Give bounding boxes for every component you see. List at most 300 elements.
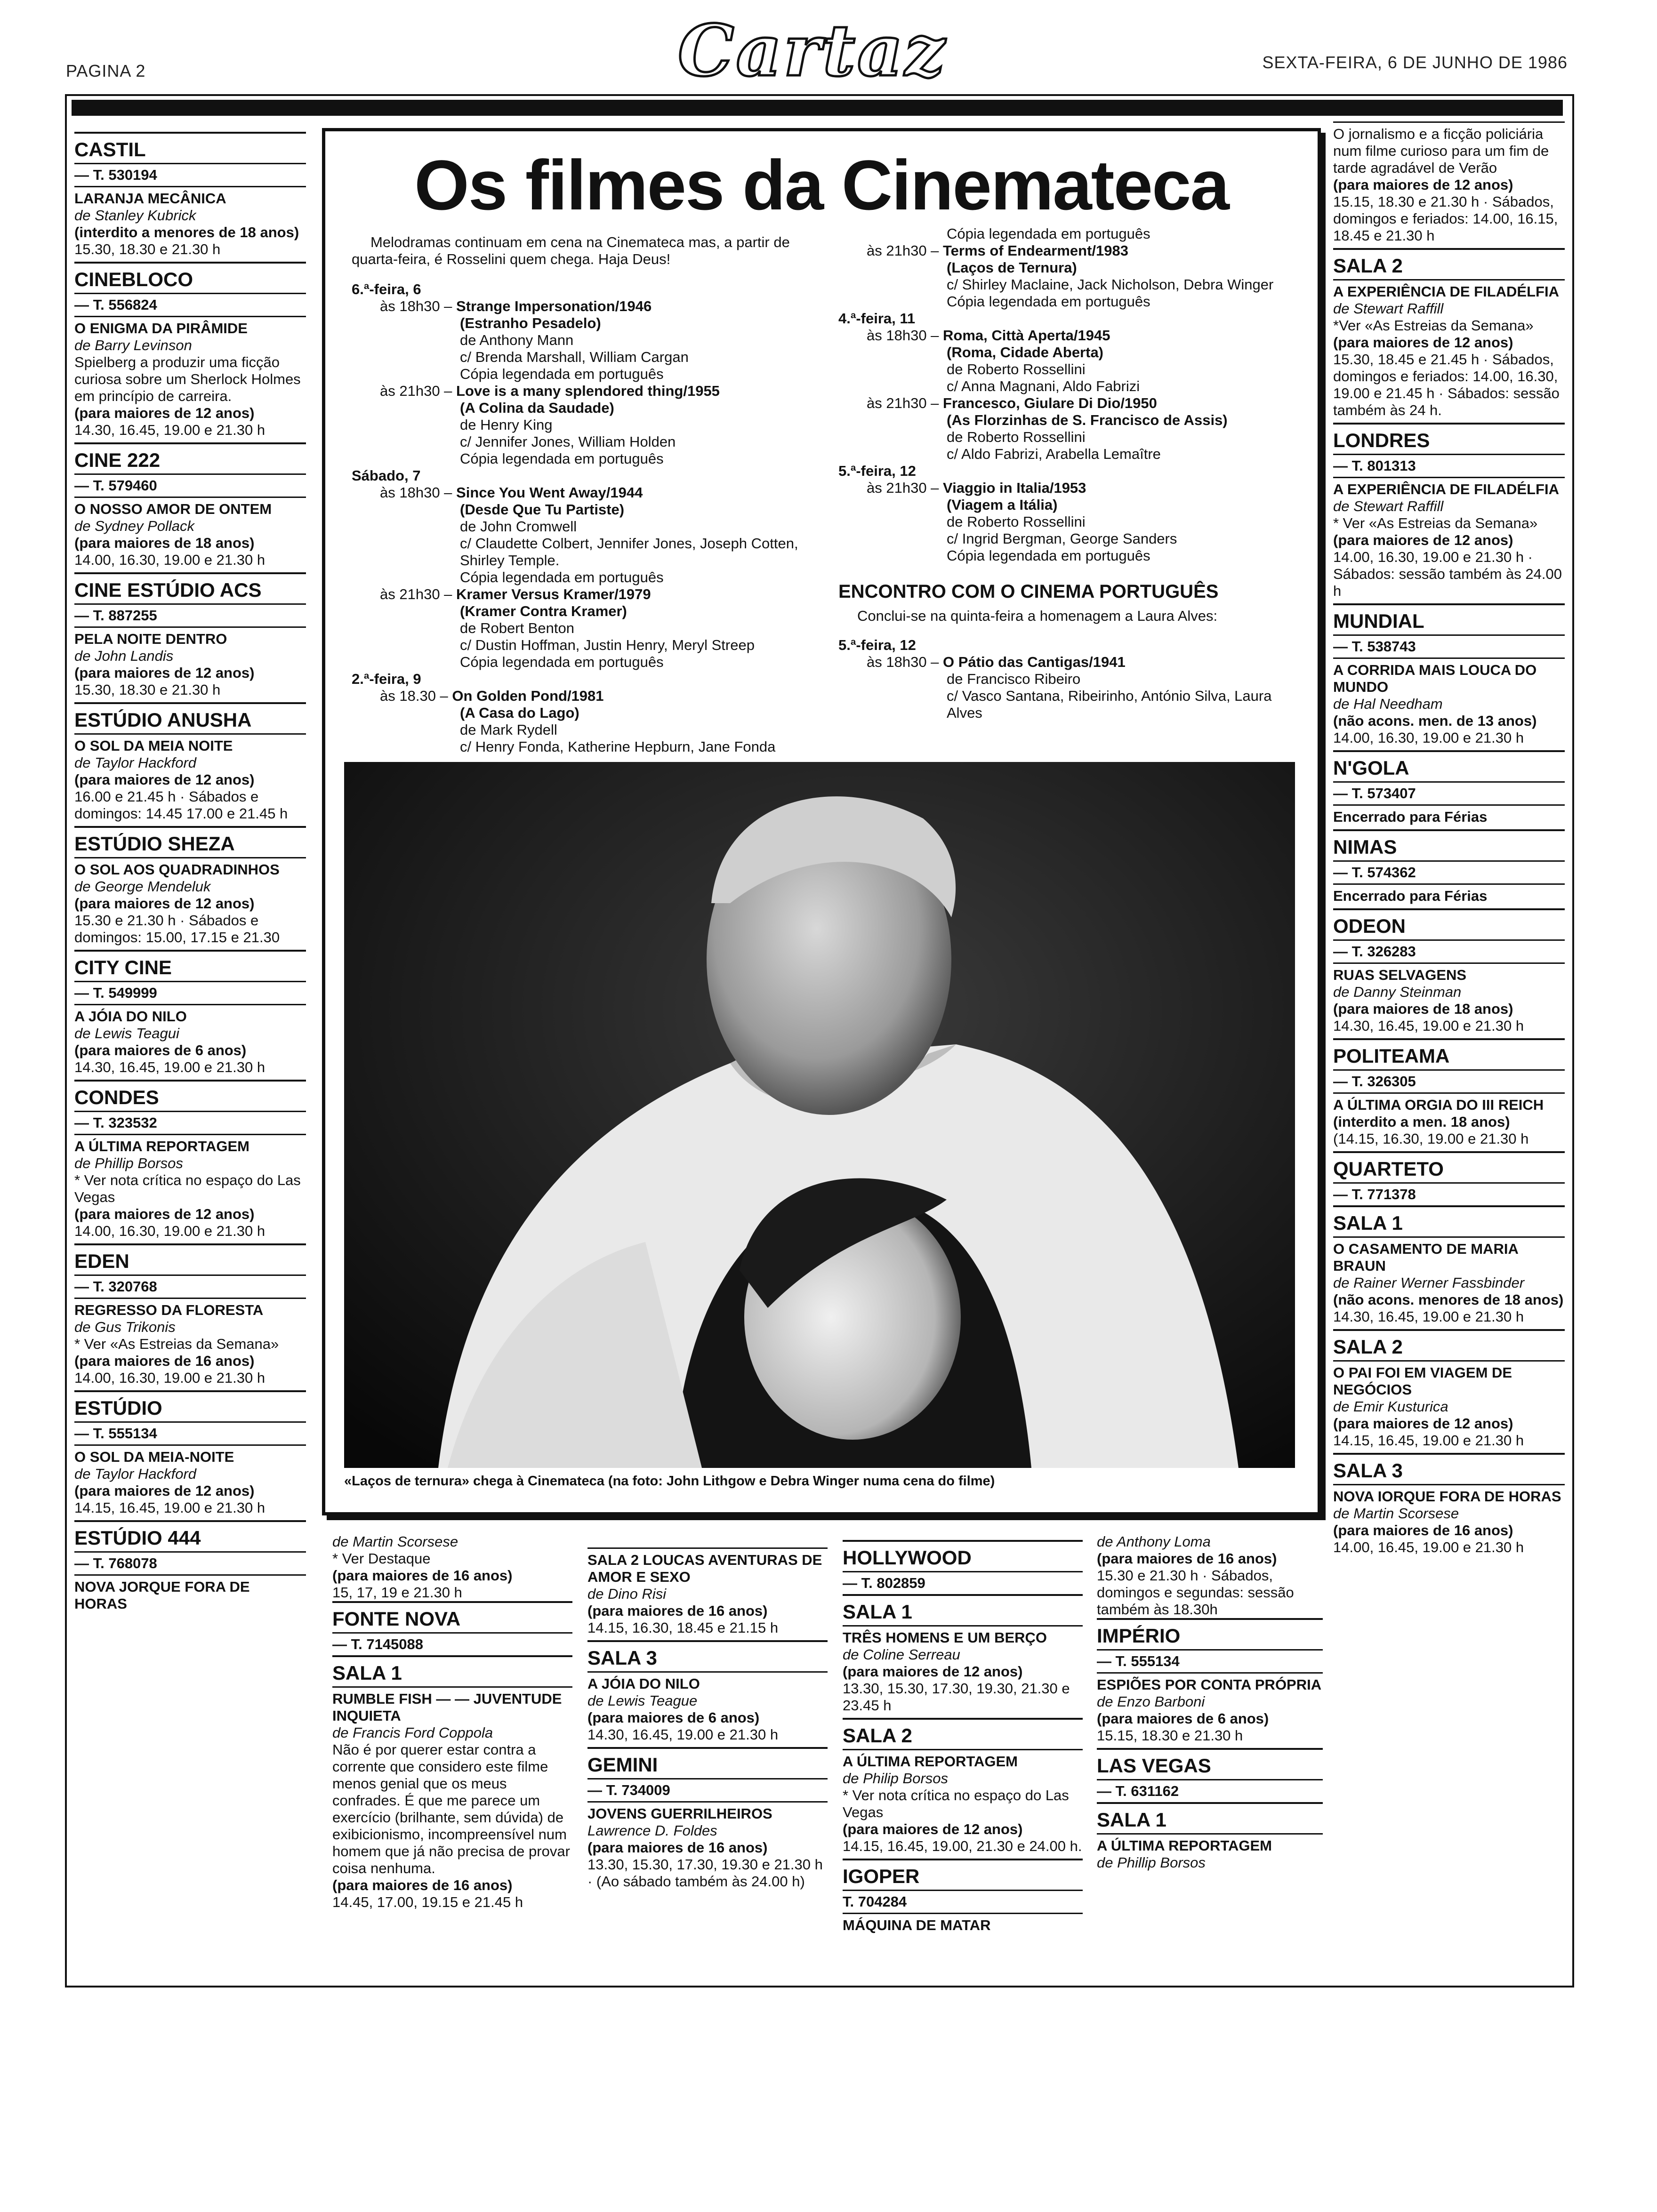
cinema-phone: — T. 734009 <box>587 1778 828 1801</box>
film-title: RUAS SELVAGENS <box>1333 967 1467 983</box>
session-pt-title: (A Casa do Lago) <box>460 705 579 721</box>
session-time: às 21h30 <box>380 383 440 399</box>
session-detail: Cópia legendada em português <box>460 654 664 670</box>
film-entry <box>587 1801 828 1894</box>
page-date: SEXTA-FEIRA, 6 DE JUNHO DE 1986 <box>1262 53 1568 72</box>
session-time: às 21h30 <box>867 395 927 411</box>
film-note: *Ver «As Estreias da Semana» <box>1333 317 1534 334</box>
session-pt-title: (Viagem a Itália) <box>947 497 1058 513</box>
cinema-name: NIMAS <box>1333 829 1565 860</box>
film-times: 14.00, 16.45, 19.00 e 21.30 h <box>1333 1539 1524 1555</box>
film-rating: (para maiores de 12 anos) <box>74 665 255 681</box>
film-rating: (para maiores de 6 anos) <box>74 1042 247 1058</box>
film-rating: (para maiores de 12 anos) <box>1333 176 1513 193</box>
film-rating: (para maiores de 12 anos) <box>843 1663 1023 1680</box>
cinema-listing <box>74 572 306 702</box>
cinema-listing <box>1333 1453 1565 1560</box>
film-times: 14.30, 16.45, 19.00 e 21.30 h <box>74 422 265 438</box>
cinema-name: FONTE NOVA <box>332 1601 572 1632</box>
session-detail: de Mark Rydell <box>460 721 557 738</box>
film-title: JOVENS GUERRILHEIROS <box>587 1805 772 1822</box>
film-note: Não é por querer estar contra a corrente que considero este filme menos genial que os meus confrades. É que me parece um exercício (brilhante, sem dúvida) de exibicionismo, incompreensível num homem que já não precisa de provar coisa nenhuma. <box>332 1741 570 1876</box>
film-title: A EXPERIÊNCIA DE FILADÉLFIA <box>1333 481 1559 497</box>
film-rating: (para maiores de 16 anos) <box>332 1567 513 1584</box>
film-times: 14.30, 16.45, 19.00 e 21.30 h <box>587 1726 779 1743</box>
film-director: de Rainer Werner Fassbinder <box>1333 1274 1525 1291</box>
cartaz-logo: Cartaz <box>678 9 947 92</box>
session-time: às 18h30 <box>867 327 927 344</box>
film-title: O ENIGMA DA PIRÂMIDE <box>74 320 248 337</box>
film-director: de Lewis Teagui <box>74 1025 179 1042</box>
cinema-phone: T. 704284 <box>843 1890 1083 1913</box>
schedule-day: 4.ª-feira, 11 <box>838 310 916 327</box>
cinema-phone: — T. 574362 <box>1333 860 1565 883</box>
cinema-phone: — T. 802859 <box>843 1571 1083 1594</box>
cinema-name: SALA 3 <box>1333 1453 1565 1484</box>
cinema-listing <box>1333 1329 1565 1453</box>
film-entry <box>74 1004 306 1080</box>
film-rating: (para maiores de 12 anos) <box>1333 1415 1513 1432</box>
film-rating: (para maiores de 12 anos) <box>1333 532 1513 548</box>
film-rating: (para maiores de 16 anos) <box>332 1877 513 1893</box>
session-time: às 18h30 <box>380 298 440 314</box>
cinema-name: ESTÚDIO ANUSHA <box>74 702 306 733</box>
session-detail: c/ Anna Magnani, Aldo Fabrizi <box>947 378 1140 394</box>
film-title: SALA 2 LOUCAS AVENTURAS DE AMOR E SEXO <box>587 1552 822 1585</box>
film-entry <box>1097 1833 1323 1875</box>
film-rating: (para maiores de 6 anos) <box>1097 1710 1269 1727</box>
film-times: 15.30 e 21.30 h · Sábados, domingos e segundas: sessão também às 18.30h <box>1097 1567 1294 1618</box>
cinema-listing <box>1333 1038 1565 1151</box>
cinema-name: MUNDIAL <box>1333 603 1565 634</box>
film-title: O CASAMENTO DE MARIA BRAUN <box>1333 1241 1518 1274</box>
film-rating: (para maiores de 12 anos) <box>843 1821 1023 1837</box>
cinema-name: SALA 1 <box>1333 1205 1565 1236</box>
cinema-phone: — T. 555134 <box>1097 1649 1323 1672</box>
film-director: de Barry Levinson <box>74 337 192 353</box>
sala-name: SALA 2 <box>843 1718 1083 1749</box>
schedule-day: 5.ª-feira, 12 <box>838 463 916 479</box>
film-title: A ÚLTIMA REPORTAGEM <box>74 1138 249 1154</box>
film-times: 14.00, 16.30, 19.00 e 21.30 h <box>1333 729 1524 746</box>
film-entry <box>332 1533 572 1601</box>
right-listings-column <box>1333 121 1565 1560</box>
session-detail: Cópia legendada em português <box>947 225 1150 242</box>
film-times: 14.45, 17.00, 19.15 e 21.45 h <box>332 1894 523 1910</box>
schedule-session: às 18h30 – Roma, Città Aperta/1945 <box>867 327 1110 344</box>
film-entry <box>1333 1360 1565 1453</box>
schedule-entry <box>838 242 1304 310</box>
film-entry <box>1333 121 1565 248</box>
schedule-day: Sábado, 7 <box>352 467 421 484</box>
cinema-phone: — T. 320768 <box>74 1274 306 1298</box>
film-entry <box>74 626 306 702</box>
film-times: 16.00 e 21.45 h · Sábados e domingos: 14.45 17.00 e 21.45 h <box>74 788 288 822</box>
film-times: 14.15, 16.45, 19.00 e 21.30 h <box>1333 1432 1524 1449</box>
session-detail: c/ Vasco Santana, Ribeirinho, António Silva, Laura Alves <box>947 688 1272 721</box>
schedule-entry <box>838 463 1304 564</box>
film-director: de Phillip Borsos <box>74 1155 183 1171</box>
film-times: 15.15, 18.30 e 21.30 h <box>1097 1727 1243 1744</box>
schedule-session: às 21h30 – Kramer Versus Kramer/1979 <box>380 586 651 602</box>
film-times: (14.15, 16.30, 19.00 e 21.30 h <box>1333 1130 1529 1147</box>
session-detail: de Francisco Ribeiro <box>947 671 1081 687</box>
cinema-listing <box>74 262 306 442</box>
encontro-intro: Conclui-se na quinta-feira a homenagem a Laura Alves: <box>857 608 1218 624</box>
film-title: ESPIÕES POR CONTA PRÓPRIA <box>1097 1676 1322 1693</box>
session-detail: de Roberto Rossellini <box>947 429 1086 445</box>
schedule-entry <box>838 310 1304 395</box>
cinema-name: ESTÚDIO SHEZA <box>74 826 306 857</box>
film-rating: (para maiores de 12 anos) <box>1333 334 1513 351</box>
film-director: de Martin Scorsese <box>1333 1505 1459 1522</box>
film-entry <box>587 1547 828 1640</box>
film-title: O NOSSO AMOR DE ONTEM <box>74 501 272 517</box>
encontro-heading: ENCONTRO COM O CINEMA PORTUGUÊS <box>838 581 1219 602</box>
film-rating: (para maiores de 12 anos) <box>74 405 255 421</box>
session-detail: c/ Dustin Hoffman, Justin Henry, Meryl Streep <box>460 637 755 653</box>
cinema-phone: — T. 801313 <box>1333 454 1565 477</box>
session-film: Love is a many splendored thing/1955 <box>456 383 720 399</box>
bottom-col-2 <box>587 1547 828 1894</box>
film-entry <box>74 316 306 442</box>
film-times: 14.00, 16.30, 19.00 e 21.30 h <box>74 1223 265 1239</box>
session-film: Francesco, Giulare Di Dio/1950 <box>943 395 1157 411</box>
session-pt-title: (Laços de Ternura) <box>947 259 1077 276</box>
film-entry <box>1333 883 1565 908</box>
film-times: 15.30 e 21.30 h · Sábados e domingos: 15.00, 17.15 e 21.30 <box>74 912 280 946</box>
film-director: de Hal Needham <box>1333 696 1443 712</box>
session-pt-title: (Estranho Pesadelo) <box>460 315 601 331</box>
film-rating: (para maiores de 12 anos) <box>74 771 255 788</box>
film-times: 14.30, 16.45, 19.00 e 21.30 h <box>1333 1018 1524 1034</box>
schedule-entry <box>352 467 813 586</box>
bottom-col-3 <box>843 1540 1083 1938</box>
cinema-listing <box>74 702 306 826</box>
film-title: TRÊS HOMENS E UM BERÇO <box>843 1629 1047 1646</box>
schedule-entry <box>352 586 813 671</box>
film-title: A EXPERIÊNCIA DE FILADÉLFIA <box>1333 283 1559 300</box>
film-title: A ÚLTIMA REPORTAGEM <box>1097 1837 1272 1854</box>
session-detail: de Robert Benton <box>460 620 575 636</box>
cinema-listing <box>74 1390 306 1520</box>
session-time: às 21h30 <box>867 242 927 259</box>
film-director: de Coline Serreau <box>843 1646 960 1663</box>
film-entry <box>74 1134 306 1243</box>
film-rating: (para maiores de 16 anos) <box>1097 1550 1277 1567</box>
film-entry <box>74 1444 306 1520</box>
schedule-session: às 18.30 – On Golden Pond/1981 <box>380 688 604 704</box>
film-entry <box>843 1625 1083 1718</box>
session-detail: c/ Claudette Colbert, Jennifer Jones, Joseph Cotten, Shirley Temple. <box>460 535 798 569</box>
film-entry <box>1333 279 1565 423</box>
film-title: A ÚLTIMA ORGIA DO III REICH <box>1333 1097 1544 1113</box>
schedule-session: às 18h30 – Since You Went Away/1944 <box>380 484 643 501</box>
film-rating: (para maiores de 18 anos) <box>1333 1001 1513 1017</box>
schedule-entry <box>352 281 813 383</box>
film-director: de Lewis Teague <box>587 1692 698 1709</box>
film-rating: (para maiores de 12 anos) <box>74 1206 255 1222</box>
film-entry <box>1333 1236 1565 1329</box>
film-rating: (para maiores de 16 anos) <box>74 1353 255 1369</box>
film-rating: (não acons. men. de 13 anos) <box>1333 713 1537 729</box>
session-film: Strange Impersonation/1946 <box>456 298 652 314</box>
header-bar <box>72 100 1563 116</box>
film-rating: (para maiores de 16 anos) <box>1333 1522 1513 1539</box>
film-rating: (para maiores de 16 anos) <box>587 1839 768 1856</box>
session-time: às 18h30 <box>380 484 440 501</box>
film-title: A JÓIA DO NILO <box>74 1008 187 1025</box>
cinema-phone: — T. 631162 <box>1097 1779 1323 1802</box>
session-time: às 18h30 <box>867 654 927 670</box>
film-still-photo <box>344 762 1295 1468</box>
session-film: O Pátio das Cantigas/1941 <box>943 654 1126 670</box>
cinema-listing <box>1333 1151 1565 1205</box>
sala-name: SALA 1 <box>843 1594 1083 1625</box>
film-entry <box>843 1913 1083 1938</box>
film-times: 14.00, 16.30, 19.00 e 21.30 h <box>74 1370 265 1386</box>
feature-title: Os filmes da Cinemateca <box>414 145 1229 224</box>
cinemateca-feature <box>322 128 1321 1515</box>
schedule-session: às 18h30 – Strange Impersonation/1946 <box>380 298 652 314</box>
film-entry <box>587 1671 828 1747</box>
cinema-phone: — T. 887255 <box>74 603 306 626</box>
cinema-name: ODEON <box>1333 908 1565 939</box>
film-director: de Francis Ford Coppola <box>332 1724 493 1741</box>
film-entry <box>843 1749 1083 1859</box>
film-rating: (para maiores de 6 anos) <box>587 1709 760 1726</box>
cinema-name: ESTÚDIO 444 <box>74 1520 306 1551</box>
film-title: MÁQUINA DE MATAR <box>843 1917 991 1933</box>
sala-name: SALA 1 <box>332 1655 572 1686</box>
film-times: 15.30, 18.30 e 21.30 h <box>74 681 221 698</box>
film-rating: (para maiores de 18 anos) <box>74 535 255 551</box>
film-entry <box>1333 1484 1565 1560</box>
film-times: 15.15, 18.30 e 21.30 h · Sábados, domingos e feriados: 14.00, 16.15, 18.45 e 21.30 h <box>1333 193 1558 244</box>
film-rating: (para maiores de 12 anos) <box>74 1483 255 1499</box>
film-note: O jornalismo e a ficção policiária num filme curioso para um fim de tarde agradável de Verão <box>1333 126 1549 176</box>
cinema-phone: — T. 556824 <box>74 293 306 316</box>
film-title: PELA NOITE DENTRO <box>74 631 227 647</box>
schedule-session: às 18h30 – O Pátio das Cantigas/1941 <box>867 654 1126 670</box>
session-pt-title: (A Colina da Saudade) <box>460 400 614 416</box>
session-time: às 21h30 <box>380 586 440 602</box>
cinema-phone: — T. 573407 <box>1333 781 1565 804</box>
session-detail: Cópia legendada em português <box>460 366 664 382</box>
cinema-phone: — T. 555134 <box>74 1421 306 1444</box>
film-times: 13.30, 15.30, 17.30, 19.30, 21.30 e 23.45 h <box>843 1680 1070 1714</box>
film-director: de Taylor Hackford <box>74 754 197 771</box>
film-title: REGRESSO DA FLORESTA <box>74 1302 264 1318</box>
feature-intro: Melodramas continuam em cena na Cinemateca mas, a partir de quarta-feira, é Rosselini quem chega. Haja Deus! <box>352 234 790 267</box>
page-number: PAGINA 2 <box>66 61 146 80</box>
film-title: NOVA IORQUE FORA DE HORAS <box>1333 1488 1561 1505</box>
film-note: * Ver Destaque <box>332 1550 431 1567</box>
session-detail: c/ Aldo Fabrizi, Arabella Lemaître <box>947 446 1161 462</box>
film-times: 14.15, 16.45, 19.00, 21.30 e 24.00 h. <box>843 1838 1082 1854</box>
cinema-listing <box>74 132 306 262</box>
film-rating: (interdito a men. 18 anos) <box>1333 1114 1510 1130</box>
film-director: de Stanley Kubrick <box>74 207 196 224</box>
session-film: Kramer Versus Kramer/1979 <box>456 586 651 602</box>
cinema-listing <box>74 826 306 950</box>
film-times: 15.30, 18.30 e 21.30 h <box>74 241 221 257</box>
cinema-name: CINE 222 <box>74 442 306 473</box>
cinema-listing <box>1333 1205 1565 1329</box>
film-note: * Ver «As Estreias da Semana» <box>74 1336 279 1352</box>
session-detail: de Roberto Rossellini <box>947 513 1086 530</box>
cinema-name: CASTIL <box>74 132 306 163</box>
session-film: On Golden Pond/1981 <box>452 688 604 704</box>
film-entry <box>1097 1672 1323 1748</box>
schedule-entry <box>352 671 813 755</box>
film-entry <box>1333 477 1565 603</box>
cinema-phone: — T. 549999 <box>74 981 306 1004</box>
cinema-phone: — T. 323532 <box>74 1111 306 1134</box>
cinema-name: ESTÚDIO <box>74 1390 306 1421</box>
film-director: de Emir Kusturica <box>1333 1398 1448 1415</box>
film-times: 15, 17, 19 e 21.30 h <box>332 1584 462 1601</box>
cinema-listing <box>1333 423 1565 603</box>
cinema-name: LONDRES <box>1333 423 1565 454</box>
session-film: Terms of Endearment/1983 <box>943 242 1128 259</box>
film-entry <box>1333 1092 1565 1151</box>
film-director: Lawrence D. Foldes <box>587 1822 717 1839</box>
cinema-name: CITY CINE <box>74 950 306 981</box>
cinema-name: EDEN <box>74 1243 306 1274</box>
film-entry <box>74 1574 306 1616</box>
session-detail: c/ Henry Fonda, Katherine Hepburn, Jane Fonda <box>460 738 776 755</box>
film-director: de Danny Steinman <box>1333 984 1462 1000</box>
cinema-listing <box>74 442 306 572</box>
film-times: 14.00, 16.30, 19.00 e 21.30 h · Sábados: sessão também às 24.00 h <box>1333 549 1562 599</box>
film-times: 15.30, 18.45 e 21.45 h · Sábados, domingos e feriados: 14.00, 16.30, 19.00 e 21.45 h · Sábados: sessão também às 24 h. <box>1333 351 1560 418</box>
film-title: O SOL AOS QUADRADINHOS <box>74 861 280 878</box>
cinema-listing <box>74 1520 306 1616</box>
film-entry <box>74 857 306 950</box>
bottom-col-1 <box>332 1533 572 1915</box>
film-director: de George Mendeluk <box>74 878 211 895</box>
film-title: RUMBLE FISH — — JUVENTUDE INQUIETA <box>332 1691 562 1724</box>
film-note: Spielberg a produzir uma ficção curiosa sobre um Sherlock Holmes em princípio de carreira. <box>74 354 301 404</box>
session-detail: c/ Jennifer Jones, William Holden <box>460 433 676 450</box>
film-rating: (para maiores de 16 anos) <box>587 1603 768 1619</box>
schedule-day: 2.ª-feira, 9 <box>352 671 421 687</box>
cinema-listing <box>1333 829 1565 908</box>
film-times: 13.30, 15.30, 17.30, 19.30 e 21.30 h · (Ao sábado também às 24.00 h) <box>587 1856 823 1890</box>
session-time: às 18.30 <box>380 688 436 704</box>
film-entry <box>1333 804 1565 829</box>
film-entry <box>332 1686 572 1915</box>
sala-name: SALA 1 <box>1097 1802 1323 1833</box>
session-pt-title: (Roma, Cidade Aberta) <box>947 344 1104 361</box>
cinema-name: IGOPER <box>843 1859 1083 1890</box>
session-detail: Cópia legendada em português <box>947 547 1150 564</box>
left-listings-column <box>74 132 306 1616</box>
session-pt-title: (Desde Que Tu Partiste) <box>460 501 625 518</box>
session-detail: c/ Shirley Maclaine, Jack Nicholson, Debra Winger <box>947 276 1274 293</box>
schedule-session: às 21h30 – Francesco, Giulare Di Dio/1950 <box>867 395 1157 411</box>
session-film: Viaggio in Italia/1953 <box>943 480 1086 496</box>
film-entry <box>1333 962 1565 1038</box>
cinema-name: POLITEAMA <box>1333 1038 1565 1069</box>
film-rating: (para maiores de 12 anos) <box>74 895 255 912</box>
schedule-session: às 21h30 – Terms of Endearment/1983 <box>867 242 1128 259</box>
film-title: O SOL DA MEIA NOITE <box>74 737 233 754</box>
schedule-entry <box>838 395 1304 463</box>
cinema-listing <box>74 1080 306 1243</box>
film-director: de Philip Borsos <box>843 1770 949 1787</box>
feature-schedule-col1 <box>352 281 813 755</box>
session-detail: de Anthony Mann <box>460 332 574 348</box>
session-pt-title: (As Florzinhas de S. Francisco de Assis) <box>947 412 1228 428</box>
film-note: * Ver «As Estreias da Semana» <box>1333 515 1538 531</box>
cinema-phone: — T. 326283 <box>1333 939 1565 962</box>
film-director: de Anthony Loma <box>1097 1533 1211 1550</box>
photo-caption: «Laços de ternura» chega à Cinemateca (na foto: John Lithgow e Debra Winger numa cena do filme) <box>344 1474 995 1489</box>
cinema-name: HOLLYWOOD <box>843 1540 1083 1571</box>
cinema-phone: — T. 326305 <box>1333 1069 1565 1092</box>
cinema-listing <box>1333 248 1565 423</box>
cinema-name: LAS VEGAS <box>1097 1748 1323 1779</box>
film-times: 14.00, 16.30, 19.00 e 21.30 h <box>74 552 265 568</box>
film-director: de Sydney Pollack <box>74 518 195 534</box>
session-film: Since You Went Away/1944 <box>456 484 643 501</box>
cinema-name: SALA 2 <box>1333 1329 1565 1360</box>
film-director: de Stewart Raffill <box>1333 300 1444 317</box>
session-detail: Cópia legendada em português <box>947 293 1150 310</box>
film-rating: (interdito a menores de 18 anos) <box>74 224 299 240</box>
cinema-name: N'GOLA <box>1333 750 1565 781</box>
cinema-name: CINE ESTÚDIO ACS <box>74 572 306 603</box>
cinema-listing <box>1333 908 1565 1038</box>
film-director: de Taylor Hackford <box>74 1466 197 1482</box>
cinema-listing <box>1333 603 1565 750</box>
cinema-name: SALA 2 <box>1333 248 1565 279</box>
film-director: de Martin Scorsese <box>332 1533 458 1550</box>
feature-schedule-col2 <box>838 225 1304 721</box>
session-film: Roma, Città Aperta/1945 <box>943 327 1110 344</box>
cinema-phone: — T. 768078 <box>74 1551 306 1574</box>
cinema-phone: — T. 771378 <box>1333 1182 1565 1205</box>
film-title: A JÓIA DO NILO <box>587 1675 700 1692</box>
cinema-phone: — T. 7145088 <box>332 1632 572 1655</box>
film-entry <box>74 1298 306 1390</box>
cinema-name: GEMINI <box>587 1747 828 1778</box>
cinema-phone: — T. 538743 <box>1333 634 1565 657</box>
film-entry <box>1097 1533 1323 1618</box>
film-director: de Phillip Borsos <box>1097 1854 1206 1871</box>
film-times: 14.15, 16.30, 18.45 e 21.15 h <box>587 1619 779 1636</box>
cinema-phone: — T. 579460 <box>74 473 306 497</box>
film-entry <box>1333 657 1565 750</box>
cinema-phone: — T. 530194 <box>74 163 306 186</box>
film-director: de Gus Trikonis <box>74 1319 176 1335</box>
film-title: Encerrado para Férias <box>1333 888 1488 904</box>
schedule-entry <box>352 383 813 467</box>
film-title: A ÚLTIMA REPORTAGEM <box>843 1753 1018 1770</box>
film-title: LARANJA MECÂNICA <box>74 190 226 207</box>
cinema-name: CINEBLOCO <box>74 262 306 293</box>
session-detail: c/ Ingrid Bergman, George Sanders <box>947 530 1177 547</box>
cinema-listing <box>74 1243 306 1390</box>
session-detail: de John Cromwell <box>460 518 577 535</box>
schedule-entry <box>838 225 1304 242</box>
film-title: O SOL DA MEIA-NOITE <box>74 1449 234 1465</box>
film-times: 14.15, 16.45, 19.00 e 21.30 h <box>74 1499 265 1516</box>
film-entry <box>74 497 306 572</box>
film-note: * Ver nota crítica no espaço do Las Vegas <box>74 1172 301 1205</box>
